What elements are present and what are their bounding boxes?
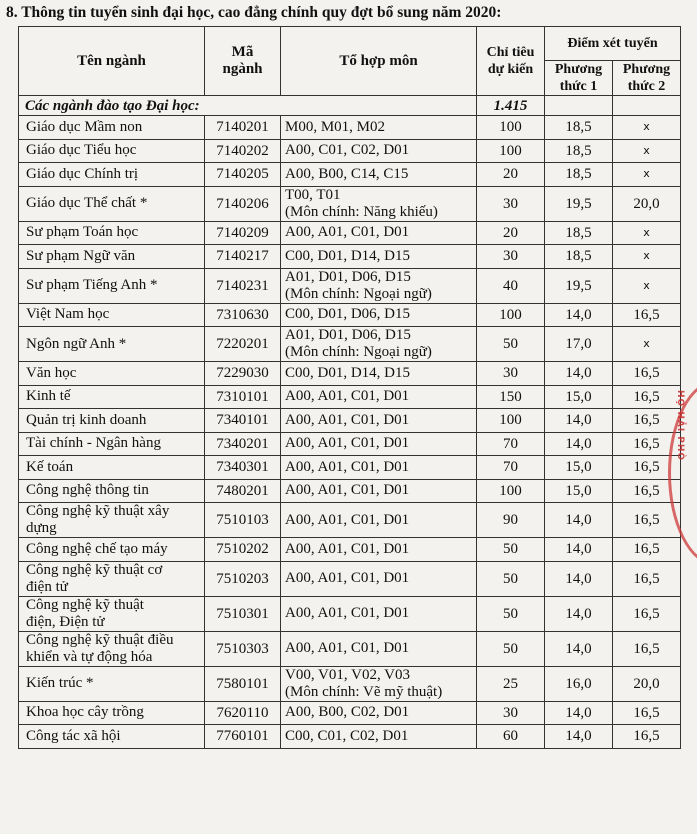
group-label: Các ngành đào tạo Đại học: (19, 96, 477, 116)
subject-combo-cell (281, 245, 477, 269)
table-row (19, 456, 681, 480)
subject-combo-cell (281, 163, 477, 187)
program-name-cell (19, 701, 205, 725)
method2-score-cell: 16,5 (613, 631, 681, 666)
program-name-line: Kiến trúc * (26, 675, 94, 691)
subject-combo-cell (281, 725, 477, 749)
program-name-line: Công nghệ kỹ thuật xây (26, 503, 170, 519)
subject-combo-line: A00, A01, C01, D01 (285, 640, 410, 656)
method2-score-cell: 16,5 (613, 538, 681, 562)
program-code-cell: 7310630 (205, 303, 281, 327)
method2-score-cell: 16,5 (613, 503, 681, 538)
program-code-cell: 7510202 (205, 538, 281, 562)
program-name-line: Công tác xã hội (26, 727, 121, 744)
table-row (19, 116, 681, 140)
program-name-line: Công nghệ thông tin (26, 482, 149, 499)
program-name-line: dựng (26, 520, 57, 536)
table-row (19, 186, 681, 221)
method1-score-cell: 18,5 (545, 221, 613, 245)
method1-score-cell: 14,0 (545, 631, 613, 666)
table-row (19, 538, 681, 562)
col-header-code-line1: Mã (231, 44, 254, 60)
method1-score-cell: 14,0 (545, 409, 613, 433)
method2-score-cell: 16,5 (613, 561, 681, 596)
subject-combo-line: C00, D01, D14, D15 (285, 247, 411, 264)
program-code-cell: 7140202 (205, 139, 281, 163)
method1-score-cell: 18,5 (545, 245, 613, 269)
program-name-line: Công nghệ kỹ thuật cơ (26, 561, 163, 578)
method2-score-cell: 16,5 (613, 596, 681, 631)
method1-score-cell: 17,0 (545, 327, 613, 362)
program-name-line: Ngôn ngữ Anh * (26, 335, 127, 352)
program-name-cell (19, 327, 205, 362)
subject-combo-cell (281, 139, 477, 163)
program-name-line: Khoa học cây trồng (26, 704, 144, 721)
table-row (19, 631, 681, 666)
quota-cell: 40 (477, 268, 545, 303)
quota-cell: 30 (477, 362, 545, 386)
col-header-quota-line2: dự kiến (487, 62, 534, 77)
program-name-cell (19, 362, 205, 386)
table-row (19, 268, 681, 303)
program-name-line: Giáo dục Mầm non (26, 118, 143, 135)
table-row (19, 666, 681, 701)
method1-score-cell: 18,5 (545, 116, 613, 140)
subject-combo-line: A00, A01, C01, D01 (285, 224, 410, 241)
subject-combo-cell (281, 385, 477, 409)
program-name-line: Giáo dục Chính trị (26, 165, 139, 182)
group-empty-cell (613, 96, 681, 116)
col-header-method1-line1: Phương (554, 62, 603, 77)
admissions-table (18, 26, 681, 749)
quota-cell: 50 (477, 596, 545, 631)
quota-cell: 50 (477, 538, 545, 562)
subject-combo-cell (281, 503, 477, 538)
method2-score-cell: x (613, 268, 681, 303)
subject-combo-line: A00, A01, C01, D01 (285, 482, 410, 499)
quota-cell: 50 (477, 631, 545, 666)
program-code-cell: 7140231 (205, 268, 281, 303)
program-code-cell: 7140209 (205, 221, 281, 245)
col-header-quota (477, 27, 545, 96)
subject-combo-line: (Môn chính: Vẽ mỹ thuật) (285, 683, 443, 700)
program-name-line: Sư phạm Toán học (26, 224, 139, 241)
subject-combo-line: (Môn chính: Năng khiếu) (285, 203, 438, 220)
col-header-quota-line1: Chỉ tiêu (486, 45, 535, 60)
subject-combo-line: A01, D01, D06, D15 (285, 327, 411, 343)
program-code-cell: 7220201 (205, 327, 281, 362)
method2-score-cell: x (613, 327, 681, 362)
program-name-cell (19, 186, 205, 221)
subject-combo-line: A00, A01, C01, D01 (285, 411, 410, 428)
program-code-cell: 7340201 (205, 432, 281, 456)
method1-score-cell: 14,0 (545, 596, 613, 631)
program-name-cell (19, 268, 205, 303)
program-code-cell: 7340301 (205, 456, 281, 480)
method1-score-cell: 14,0 (545, 503, 613, 538)
program-code-cell: 7510203 (205, 561, 281, 596)
quota-cell: 50 (477, 561, 545, 596)
program-name-line: Kinh tế (26, 388, 71, 405)
subject-combo-line: A00, A01, C01, D01 (285, 458, 410, 475)
col-header-method2-line1: Phương (622, 62, 671, 77)
subject-combo-line: A00, B00, C14, C15 (285, 165, 409, 182)
method1-score-cell: 19,5 (545, 186, 613, 221)
method2-score-cell: 16,5 (613, 479, 681, 503)
method1-score-cell: 14,0 (545, 538, 613, 562)
subject-combo-line: A00, A01, C01, D01 (285, 605, 410, 621)
program-name-cell (19, 245, 205, 269)
table-row (19, 221, 681, 245)
quota-cell: 100 (477, 139, 545, 163)
table-row (19, 409, 681, 433)
method2-score-cell: x (613, 116, 681, 140)
program-name-cell (19, 303, 205, 327)
program-name-line: điện tử (26, 578, 68, 595)
quota-cell: 70 (477, 456, 545, 480)
method2-score-cell: 20,0 (613, 186, 681, 221)
quota-cell: 30 (477, 701, 545, 725)
subject-combo-cell (281, 701, 477, 725)
subject-combo-line: C00, D01, D14, D15 (285, 364, 411, 381)
program-name-cell (19, 409, 205, 433)
method2-score-cell: x (613, 139, 681, 163)
col-header-name: Tên ngành (19, 27, 205, 96)
subject-combo-cell (281, 596, 477, 631)
quota-cell: 30 (477, 186, 545, 221)
method2-score-cell: 16,5 (613, 725, 681, 749)
program-name-cell (19, 221, 205, 245)
program-code-cell: 7480201 (205, 479, 281, 503)
quota-cell: 150 (477, 385, 545, 409)
subject-combo-cell (281, 116, 477, 140)
program-name-cell (19, 432, 205, 456)
subject-combo-line: T00, T01 (285, 186, 341, 203)
method1-score-cell: 15,0 (545, 456, 613, 480)
subject-combo-line: V00, V01, V02, V03 (285, 666, 411, 683)
subject-combo-line: C00, D01, D06, D15 (285, 306, 411, 323)
program-name-line: điện, Điện tử (26, 613, 105, 630)
subject-combo-line: C00, C01, C02, D01 (285, 727, 409, 744)
program-name-cell (19, 456, 205, 480)
method1-score-cell: 15,0 (545, 479, 613, 503)
method1-score-cell: 15,0 (545, 385, 613, 409)
subject-combo-cell (281, 479, 477, 503)
program-name-cell (19, 725, 205, 749)
quota-cell: 90 (477, 503, 545, 538)
program-name-cell (19, 116, 205, 140)
program-name-line: Việt Nam học (26, 306, 110, 323)
subject-combo-cell (281, 666, 477, 701)
subject-combo-line: (Môn chính: Ngoại ngữ) (285, 285, 432, 302)
seal-stamp-text: HỌ HẢI PHÒ (675, 390, 685, 462)
quota-cell: 100 (477, 479, 545, 503)
program-code-cell: 7140201 (205, 116, 281, 140)
method1-score-cell: 14,0 (545, 432, 613, 456)
quota-cell: 30 (477, 245, 545, 269)
quota-cell: 70 (477, 432, 545, 456)
method2-score-cell: 16,5 (613, 362, 681, 386)
method2-score-cell: 16,5 (613, 385, 681, 409)
subject-combo-line: A00, C01, C02, D01 (285, 142, 410, 159)
method1-score-cell: 19,5 (545, 268, 613, 303)
col-header-code-line2: ngành (222, 61, 263, 77)
quota-cell: 20 (477, 163, 545, 187)
col-header-method1-line2: thức 1 (559, 79, 598, 94)
method2-score-cell: 16,5 (613, 701, 681, 725)
subject-combo-line: A00, B00, C02, D01 (285, 704, 410, 721)
program-name-cell (19, 631, 205, 666)
quota-cell: 20 (477, 221, 545, 245)
quota-cell: 100 (477, 116, 545, 140)
subject-combo-cell (281, 268, 477, 303)
method1-score-cell: 18,5 (545, 139, 613, 163)
method2-score-cell: 16,5 (613, 303, 681, 327)
subject-combo-line: (Môn chính: Ngoại ngữ) (285, 344, 432, 360)
program-code-cell: 7510303 (205, 631, 281, 666)
method2-score-cell: 16,5 (613, 432, 681, 456)
subject-combo-cell (281, 432, 477, 456)
program-code-cell: 7140217 (205, 245, 281, 269)
subject-combo-line: A00, A01, C01, D01 (285, 570, 410, 586)
col-header-code (205, 27, 281, 96)
program-code-cell: 7229030 (205, 362, 281, 386)
group-row (19, 96, 681, 116)
program-code-cell: 7140205 (205, 163, 281, 187)
program-name-cell (19, 596, 205, 631)
program-code-cell: 7340101 (205, 409, 281, 433)
col-header-score-group: Điểm xét tuyển (545, 27, 681, 61)
program-code-cell: 7140206 (205, 186, 281, 221)
program-name-line: Quản trị kinh doanh (26, 411, 147, 428)
program-name-line: Giáo dục Tiểu học (26, 142, 137, 159)
method2-score-cell: x (613, 221, 681, 245)
quota-cell: 100 (477, 303, 545, 327)
subject-combo-cell (281, 327, 477, 362)
table-row (19, 385, 681, 409)
subject-combo-cell (281, 456, 477, 480)
col-header-combo: Tổ hợp môn (281, 27, 477, 96)
method1-score-cell: 16,0 (545, 666, 613, 701)
quota-cell: 50 (477, 327, 545, 362)
table-row (19, 327, 681, 362)
program-name-line: Giáo dục Thể chất * (26, 195, 148, 211)
subject-combo-line: A00, A01, C01, D01 (285, 511, 410, 528)
table-row (19, 503, 681, 538)
subject-combo-cell (281, 221, 477, 245)
subject-combo-line: M00, M01, M02 (285, 118, 386, 135)
method1-score-cell: 14,0 (545, 303, 613, 327)
table-row (19, 561, 681, 596)
subject-combo-line: A00, A01, C01, D01 (285, 388, 410, 405)
program-name-cell (19, 163, 205, 187)
program-name-line: khiển và tự động hóa (26, 648, 153, 665)
subject-combo-cell (281, 409, 477, 433)
program-name-line: Công nghệ kỹ thuật điều (26, 631, 174, 648)
subject-combo-cell (281, 561, 477, 596)
table-row (19, 596, 681, 631)
subject-combo-line: A00, A01, C01, D01 (285, 435, 410, 452)
method1-score-cell: 14,0 (545, 701, 613, 725)
table-row (19, 479, 681, 503)
program-name-cell (19, 666, 205, 701)
quota-cell: 100 (477, 409, 545, 433)
col-header-method2 (613, 61, 681, 96)
program-code-cell: 7580101 (205, 666, 281, 701)
program-name-cell (19, 503, 205, 538)
table-row (19, 139, 681, 163)
subject-combo-line: A01, D01, D06, D15 (285, 268, 411, 285)
method2-score-cell: x (613, 245, 681, 269)
program-code-cell: 7510103 (205, 503, 281, 538)
table-row (19, 432, 681, 456)
table-row (19, 303, 681, 327)
program-name-line: Sư phạm Ngữ văn (26, 247, 136, 264)
program-name-line: Văn học (26, 364, 77, 381)
program-name-line: Tài chính - Ngân hàng (26, 435, 161, 452)
table-row (19, 245, 681, 269)
subject-combo-line: A00, A01, C01, D01 (285, 540, 410, 557)
program-name-line: Công nghệ kỹ thuật (26, 596, 144, 613)
col-header-method1 (545, 61, 613, 96)
program-name-cell (19, 385, 205, 409)
subject-combo-cell (281, 186, 477, 221)
subject-combo-cell (281, 631, 477, 666)
program-name-line: Kế toán (26, 458, 74, 475)
program-code-cell: 7760101 (205, 725, 281, 749)
method1-score-cell: 14,0 (545, 725, 613, 749)
program-name-line: Sư phạm Tiếng Anh * (26, 277, 158, 293)
table-row (19, 725, 681, 749)
table-row (19, 362, 681, 386)
quota-cell: 25 (477, 666, 545, 701)
table-row (19, 701, 681, 725)
program-name-cell (19, 479, 205, 503)
program-code-cell: 7620110 (205, 701, 281, 725)
group-empty-cell (545, 96, 613, 116)
subject-combo-cell (281, 303, 477, 327)
method2-score-cell: 16,5 (613, 409, 681, 433)
program-code-cell: 7310101 (205, 385, 281, 409)
quota-cell: 60 (477, 725, 545, 749)
subject-combo-cell (281, 538, 477, 562)
method2-score-cell: 20,0 (613, 666, 681, 701)
col-header-method2-line2: thức 2 (627, 79, 666, 94)
program-name-line: Công nghệ chế tạo máy (26, 540, 168, 557)
section-heading: 8. Thông tin tuyển sinh đại học, cao đẳng chính quy đợt bổ sung năm 2020: (6, 4, 502, 21)
method2-score-cell: 16,5 (613, 456, 681, 480)
method1-score-cell: 14,0 (545, 362, 613, 386)
program-code-cell: 7510301 (205, 596, 281, 631)
program-name-cell (19, 538, 205, 562)
table-row (19, 163, 681, 187)
method2-score-cell: x (613, 163, 681, 187)
program-name-cell (19, 561, 205, 596)
group-total: 1.415 (477, 96, 545, 116)
program-name-cell (19, 139, 205, 163)
subject-combo-cell (281, 362, 477, 386)
method1-score-cell: 14,0 (545, 561, 613, 596)
method1-score-cell: 18,5 (545, 163, 613, 187)
